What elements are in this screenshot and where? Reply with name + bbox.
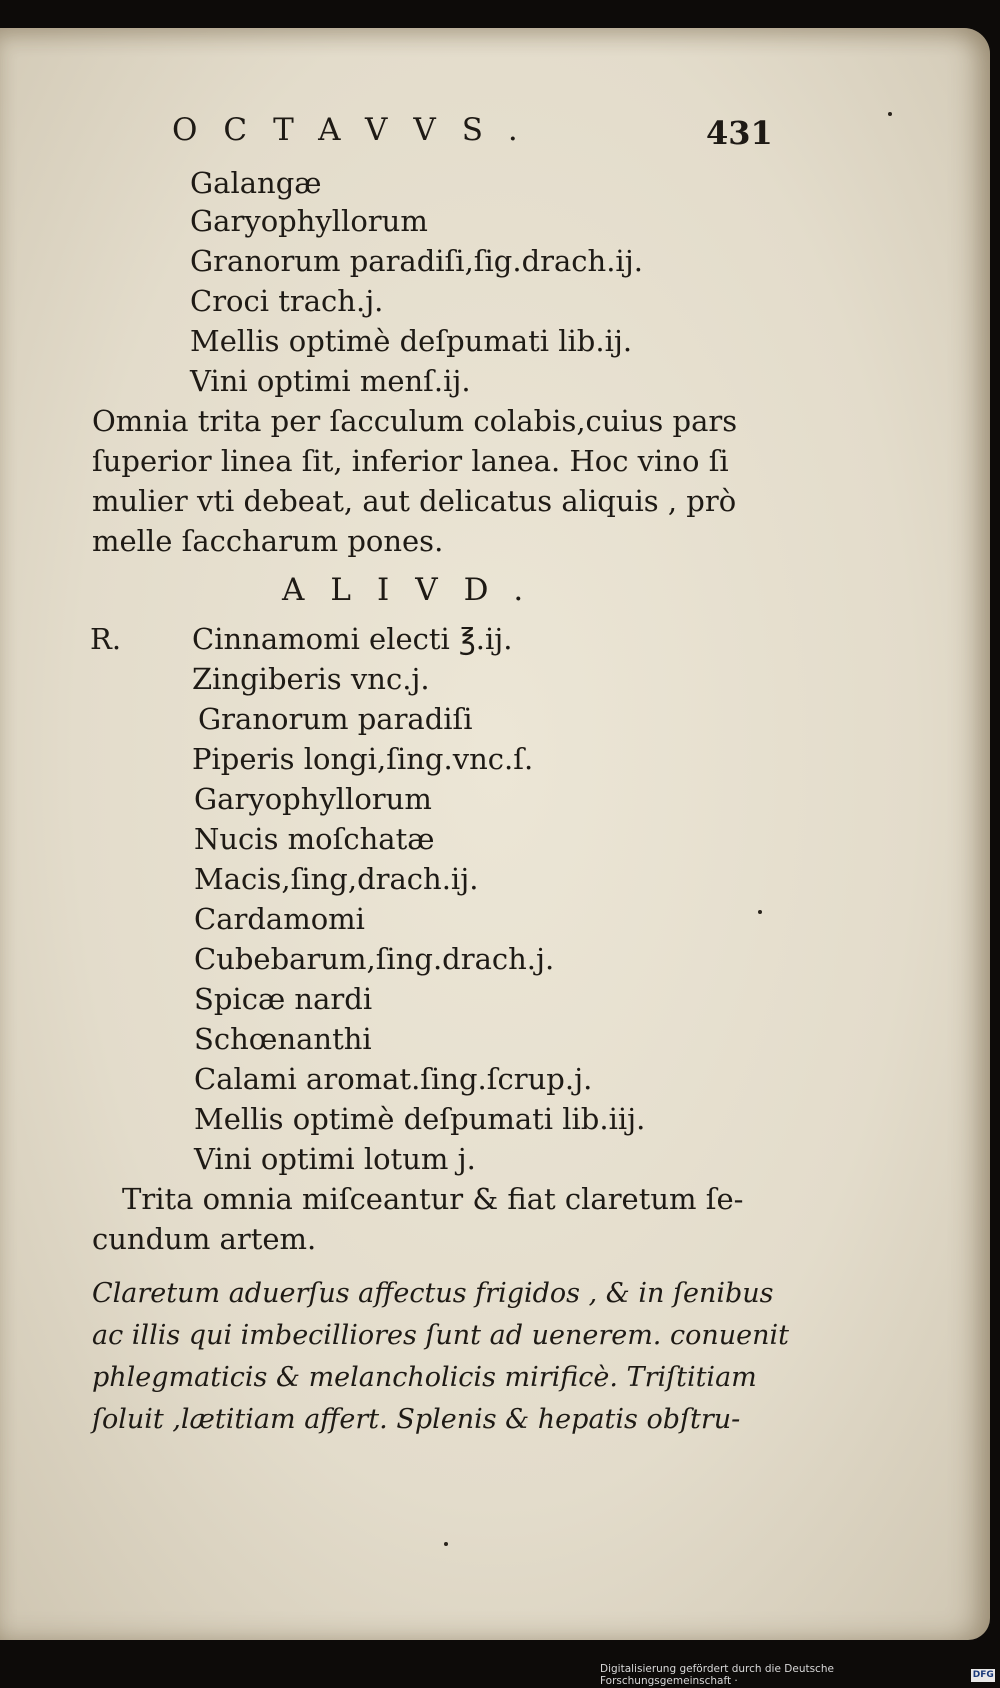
paragraph-line: cundum artem. <box>92 1222 317 1256</box>
ink-speck <box>444 1542 448 1546</box>
dfg-logo-icon: DFG <box>972 1669 994 1680</box>
recipe-line: Nucis moſchatæ <box>194 822 435 856</box>
digitization-footer <box>600 1663 995 1687</box>
recipe-line: Zingiberis vnc.j. <box>192 662 430 696</box>
recipe-line: Spicæ nardi <box>194 982 373 1016</box>
recipe-line: Cinnamomi electi ℥.ij. <box>192 622 513 656</box>
recipe-line: Mellis optimè deſpumati lib.ij. <box>190 324 633 358</box>
section-title: ALIVD. <box>282 572 550 608</box>
paragraph-line: Omnia trita per ſacculum colabis,cuius pars <box>92 404 738 438</box>
italic-paragraph-line: phlegmaticis & melancholicis mirificè. Triſtitiam <box>92 1362 757 1393</box>
page-number: 431 <box>706 114 773 152</box>
recipe-line: Croci trach.j. <box>190 284 384 318</box>
recipe-line: Galangæ <box>190 166 322 200</box>
recipe-line: Cubebarum,ſing.drach.j. <box>194 942 555 976</box>
paragraph-line: mulier vti debeat, aut delicatus aliquis , prò <box>92 484 737 518</box>
paragraph-line: melle ſaccharum pones. <box>92 524 444 558</box>
recipe-line: Macis,ſing,drach.ij. <box>194 862 479 896</box>
paragraph-line: Trita omnia miſceantur & fiat claretum ſe- <box>122 1182 744 1216</box>
recipe-line: Garyophyllorum <box>190 204 428 238</box>
running-title: OCTAVVS. <box>172 112 544 148</box>
recipe-line: Granorum paradiſi <box>198 702 473 736</box>
footer-credit: Digitalisierung gefördert durch die Deutsche Forschungsgemeinschaft · <box>600 1663 834 1687</box>
recipe-line: Vini optimi menſ.ij. <box>190 364 471 398</box>
recipe-line: Vini optimi lotum j. <box>194 1142 476 1176</box>
italic-paragraph-line: Claretum aduerſus affectus frigidos , & in ſenibus <box>92 1278 774 1309</box>
recipe-mark: R. <box>90 622 122 656</box>
ink-speck <box>758 910 762 914</box>
italic-paragraph-line: ſoluit ,lætitiam affert. Splenis & hepatis obſtru- <box>92 1404 741 1435</box>
recipe-line: Piperis longi,ſing.vnc.ſ. <box>192 742 534 776</box>
recipe-line: Garyophyllorum <box>194 782 432 816</box>
italic-paragraph-line: ac illis qui imbecilliores ſunt ad uenerem. conuenit <box>92 1320 789 1351</box>
recipe-line: Granorum paradiſi,ſig.drach.ij. <box>190 244 643 278</box>
ink-speck <box>888 112 892 116</box>
recipe-line: Calami aromat.ſing.ſcrup.j. <box>194 1062 593 1096</box>
paragraph-line: ſuperior linea ſit, inferior lanea. Hoc vino ſi <box>92 444 729 478</box>
recipe-line: Cardamomi <box>194 902 365 936</box>
recipe-line: Schœnanthi <box>194 1022 372 1056</box>
recipe-line: Mellis optimè deſpumati lib.iij. <box>194 1102 646 1136</box>
